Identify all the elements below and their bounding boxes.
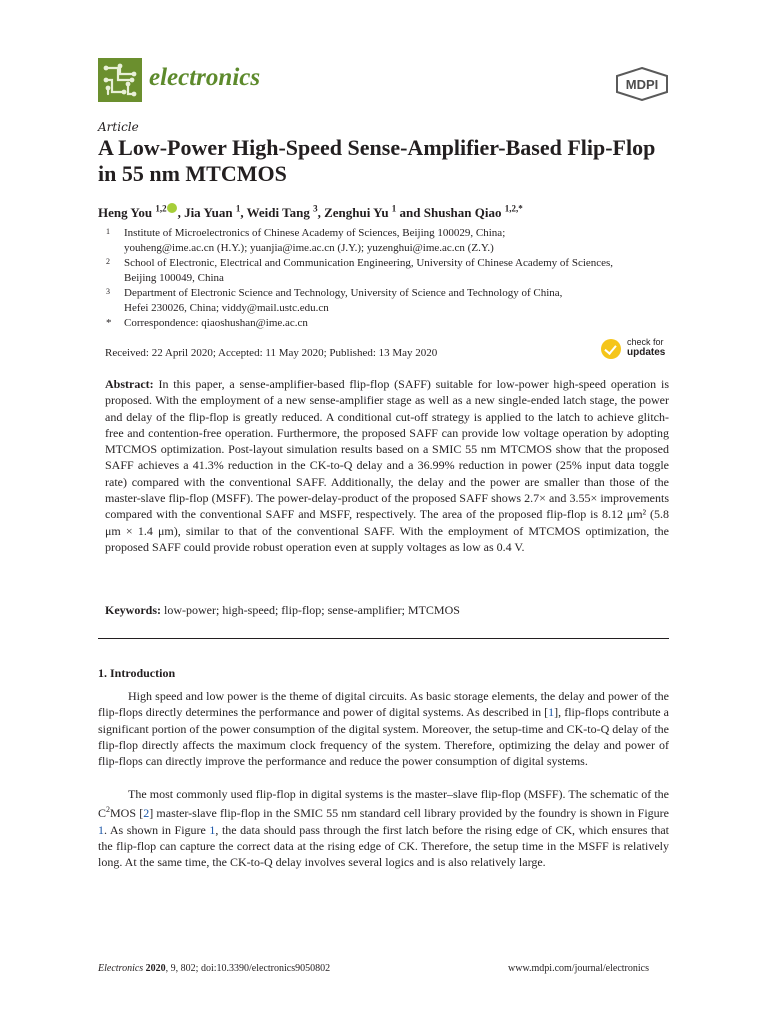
- affiliation-line: Beijing 100049, China: [124, 272, 224, 284]
- check-icon: [601, 339, 621, 359]
- author-affil: 1,2,*: [504, 203, 523, 214]
- keywords-text: low-power; high-speed; flip-flop; sense-amplifier; MTCMOS: [164, 603, 460, 617]
- orcid-icon[interactable]: [167, 203, 177, 213]
- paragraph: The most commonly used flip-flop in digital systems is the master–slave flip-flop (MSFF). The schematic of the $C^2MOS$ [2] master-slave flip-flop in the SMIC 55 nm standard cell library provided by the foundry is shown in Figure 1. As shown in Figure 1, the data should pass through the first latch before the rising edge of CK, which ensures that the flip-flop can capture the correct data at the rising edge of CK. Therefore, the setup time in the MSFF is relatively long. At the same time, the CK-to-Q delay involves several logics and is also relatively large.: [98, 787, 669, 870]
- author-name: Zenghui Yu: [324, 205, 389, 220]
- affiliation-line: Hefei 230026, China; viddy@mail.ustc.edu.cn: [124, 302, 329, 314]
- author-name: Heng You: [98, 205, 153, 220]
- author-affil: 1: [235, 203, 241, 214]
- author-affil: 1,2: [155, 203, 167, 214]
- author-list: Heng You $^{1,2}$ , Jia Yuan $^1$, Weidi Tang $^3$, Zenghui Yu $^1$ and Shushan Qiao $^{1,2,*}$: [98, 203, 523, 220]
- keywords: [105, 603, 460, 618]
- affiliation-mark: 2: [106, 257, 110, 266]
- author-affil: 3: [313, 203, 318, 214]
- article-title: A Low-Power High-Speed Sense-Amplifier-Based Flip-Flop in 55 nm MTCMOS: [98, 135, 656, 186]
- abstract-label: Abstract:: [105, 377, 154, 391]
- affiliation-mark: *: [106, 317, 112, 329]
- footer-citation: Electronics 2020, 9, 802; doi:10.3390/electronics9050802: [98, 963, 331, 974]
- abstract: [105, 376, 669, 555]
- footer-url[interactable]: www.mdpi.com/journal/electronics: [508, 963, 649, 974]
- check-label: check for: [627, 337, 664, 347]
- citation-link[interactable]: 1: [548, 705, 555, 720]
- mdpi-logo: [614, 67, 670, 101]
- affiliation-line: Correspondence: qiaoshushan@ime.ac.cn: [124, 317, 308, 329]
- section-heading: 1. Introduction: [98, 666, 176, 680]
- affiliation-line: Department of Electronic Science and Technology, University of Science and Technology of China,: [124, 287, 563, 299]
- divider: [98, 638, 669, 639]
- affiliation-line: Institute of Microelectronics of Chinese Academy of Sciences, Beijing 100029, China;: [124, 227, 506, 239]
- author-name: Weidi Tang: [246, 205, 310, 220]
- affiliation-line: youheng@ime.ac.cn (H.Y.); yuanjia@ime.ac.cn (J.Y.); yuzenghui@ime.ac.cn (Z.Y.): [124, 242, 494, 254]
- affiliation-mark: 1: [106, 227, 110, 236]
- keywords-label: Keywords:: [105, 603, 161, 617]
- check-label-strong: updates: [627, 347, 666, 358]
- article-type: Article: [98, 120, 139, 134]
- figure-link[interactable]: 1: [98, 822, 104, 837]
- affiliation-line: School of Electronic, Electrical and Communication Engineering, University of Chinese Academy of Sciences,: [124, 257, 614, 269]
- journal-logo-icon: [98, 58, 142, 102]
- journal-name: electronics: [149, 64, 261, 91]
- publication-dates: Received: 22 April 2020; Accepted: 11 May 2020; Published: 13 May 2020: [105, 347, 438, 359]
- affiliation-mark: 3: [106, 287, 110, 296]
- author-name: Shushan Qiao: [423, 205, 502, 220]
- check-for-updates-button[interactable]: [601, 337, 673, 363]
- figure-link[interactable]: 1: [209, 822, 216, 837]
- abstract-text: In this paper, a sense-amplifier-based flip-flop (SAFF) suitable for low-power high-speed operation is proposed. With the employment of a new sense-amplifier stage as well as a new single-ended latch stage, the power and delay of the flip-flop is greatly reduced. A conditional cut-off strategy is applied to the latch to achieve glitch-free and contention-free operation. Furthermore, the proposed SAFF can provide low voltage operation by adopting MTCMOS optimization. Post-layout simulation results based on a SMIC 55 nm MTCMOS show that the proposed SAFF achieves a 41.3% reduction in the CK-to-Q delay and a 36.99% reduction in power (25% input data toggle rate) compared with the conventional SAFF. Additionally, the delay and the power are smaller than those of the master-slave flip-flop (MSFF). The power-delay-product of the proposed SAFF shows 2.7× and 3.55× improvements compared with the conventional SAFF and MSFF, respectively. The area of the proposed flip-flop is 8.12 μm² (5.8 μm × 1.4 μm), similar to that of the conventional SAFF. With the employment of MTCMOS optimization, the proposed SAFF could provide robust operation even at supply voltages as low as 0.4 V.: [105, 377, 669, 554]
- citation-link[interactable]: 2: [143, 806, 150, 821]
- author-name: Jia Yuan: [184, 205, 233, 220]
- paragraph: High speed and low power is the theme of digital circuits. As basic storage elements, the delay and power of the flip-flops directly determines the performance and power of digital systems. As described in [1], flip-flops contribute a significant portion of the power consumption of the digital system. Moreover, the setup-time and CK-to-Q delay of the flip-flop directly affects the maximum clock frequency of the system. Therefore, optimizing the delay and power of flip-flops can directly improve the performance and reduce the power consumption of digital systems.: [98, 689, 670, 769]
- author-affil: 1: [391, 203, 397, 214]
- publisher-name: MDPI: [625, 77, 659, 92]
